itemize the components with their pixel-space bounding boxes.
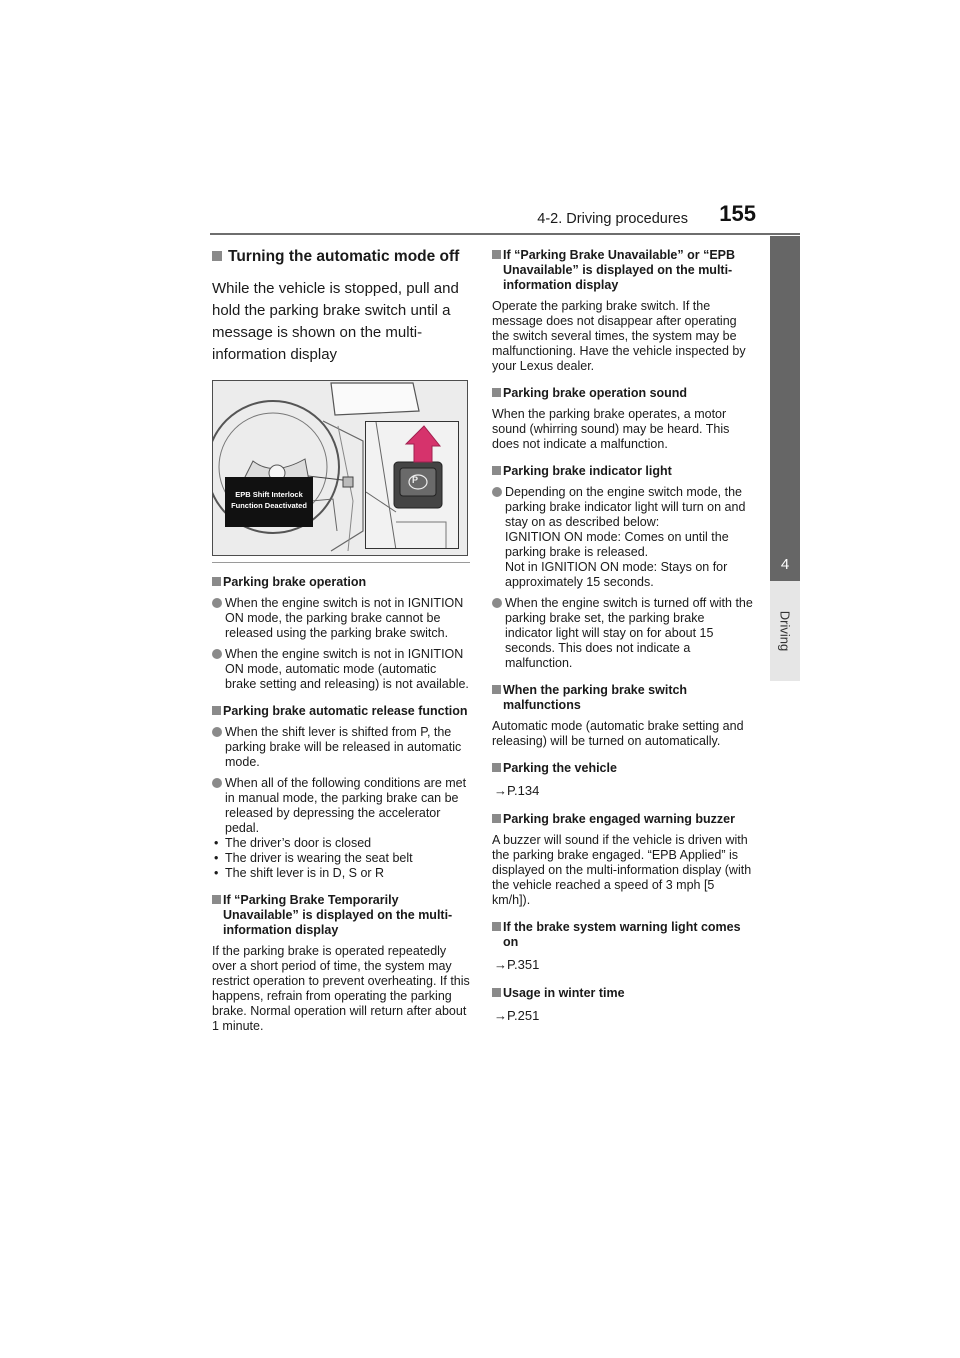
switch-symbol: P [412,475,419,485]
square-bullet-icon [212,577,221,586]
square-bullet-icon [492,988,501,997]
heading-warning-buzzer: Parking brake engaged warning buzzer [492,812,754,827]
square-bullet-icon [492,685,501,694]
square-bullet-icon [492,763,501,772]
list-item: When the engine switch is not in IGNITION ON mode, the parking brake cannot be released using the parking brake switch. [212,596,470,641]
condition-item: • The shift lever is in D, S or R [212,866,470,881]
page-reference-link[interactable]: →P.134 [494,783,540,798]
heading-winter-usage: Usage in winter time [492,986,754,1001]
figure-divider [212,562,470,563]
square-bullet-icon [212,706,221,715]
brake-unavailable-text: Operate the parking brake switch. If the message does not disappear after operating the switch several times, the system may be malfunctioning. Have the vehicle inspected by your Lexus dealer. [492,299,746,373]
heading-operation-sound: Parking brake operation sound [492,386,754,401]
heading-indicator-light: Parking brake indicator light [492,464,754,479]
page-reference-link[interactable]: →P.251 [494,1008,540,1023]
list-item: Depending on the engine switch mode, the parking brake indicator light will turn on and stay on as described below: [492,485,754,530]
automatic-mode-off-text: While the vehicle is stopped, pull and hold the parking brake switch until a message is shown on the multi-information display [212,280,459,363]
heading-brake-unavailable: If “Parking Brake Unavailable” or “EPB Unavailable” is displayed on the multi-information display [492,248,754,293]
list-item: When all of the following conditions are met in manual mode, the parking brake can be released by depressing the accelerator pedal. [212,776,470,836]
circle-bullet-icon [492,487,502,497]
switch-malfunction-text: Automatic mode (automatic brake setting and releasing) will be turned on automatically. [492,719,744,748]
heading-switch-malfunction: When the parking brake switch malfunctions [492,683,754,713]
circle-bullet-icon [212,598,222,608]
square-bullet-icon [212,895,221,904]
parking-brake-illustration [212,380,468,556]
display-message: EPB Shift Interlock Function Deactivated [231,490,307,510]
circle-bullet-icon [212,727,222,737]
multi-information-display [225,477,313,527]
page-number: 155 [719,201,756,226]
condition-item: • The driver’s door is closed [212,836,470,851]
list-item: When the engine switch is turned off with the parking brake set, the parking brake indicator light will stay on for about 15 seconds. This does not indicate a malfunction. [492,596,754,671]
heading-automatic-release-function: Parking brake automatic release function [212,704,470,719]
temporarily-unavailable-text: If the parking brake is operated repeatedly over a short period of time, the system may restrict operation to prevent overheating. If this happens, refrain from operating the parking brake. Normal operation will return after about 1 minute. [212,944,470,1033]
square-bullet-icon [492,466,501,475]
condition-item: • The driver is wearing the seat belt [212,851,470,866]
heading-parking-brake-operation: Parking brake operation [212,575,470,590]
chapter-tab [770,236,800,581]
chapter-label: Driving [777,610,793,652]
warning-buzzer-text: A buzzer will sound if the vehicle is driven with the parking brake engaged. “EPB Applied” is displayed on the multi-information display (with the vehicle reached a speed of 3 mph [5 km/h]). [492,833,752,907]
square-bullet-icon [492,388,501,397]
right-column [492,248,754,1033]
heading-parking-vehicle: Parking the vehicle [492,761,754,776]
heading-temporarily-unavailable: If “Parking Brake Temporarily Unavailable” is displayed on the multi-information display [212,893,470,938]
square-bullet-icon [492,922,501,931]
square-bullet-icon [492,814,501,823]
circle-bullet-icon [212,778,222,788]
parking-brake-switch-drawing [366,422,459,549]
chapter-tab-label-area [770,581,800,681]
list-item: When the engine switch is not in IGNITION ON mode, automatic mode (automatic brake setting and releasing) is not available. [212,647,470,692]
circle-bullet-icon [492,598,502,608]
left-column [212,248,470,1040]
header-rule [210,233,800,235]
heading-warning-light: If the brake system warning light comes on [492,920,754,950]
section-title: 4-2. Driving procedures [537,211,688,227]
chapter-number: 4 [780,556,790,573]
circle-bullet-icon [212,649,222,659]
heading-automatic-mode-off: Turning the automatic mode off [212,248,470,266]
ignition-on-text: IGNITION ON mode: Comes on until the parking brake is released. [505,530,729,559]
square-bullet-icon [212,251,222,261]
square-bullet-icon [492,250,501,259]
operation-sound-text: When the parking brake operates, a motor sound (whirring sound) may be heard. This does not indicate a malfunction. [492,407,730,451]
page-reference-link[interactable]: →P.351 [494,957,540,972]
list-item: When the shift lever is shifted from P, the parking brake will be released in automatic mode. [212,725,470,770]
switch-inset [365,421,459,549]
not-ignition-on-text: Not in IGNITION ON mode: Stays on for approximately 15 seconds. [505,560,728,589]
page-header [210,201,800,236]
